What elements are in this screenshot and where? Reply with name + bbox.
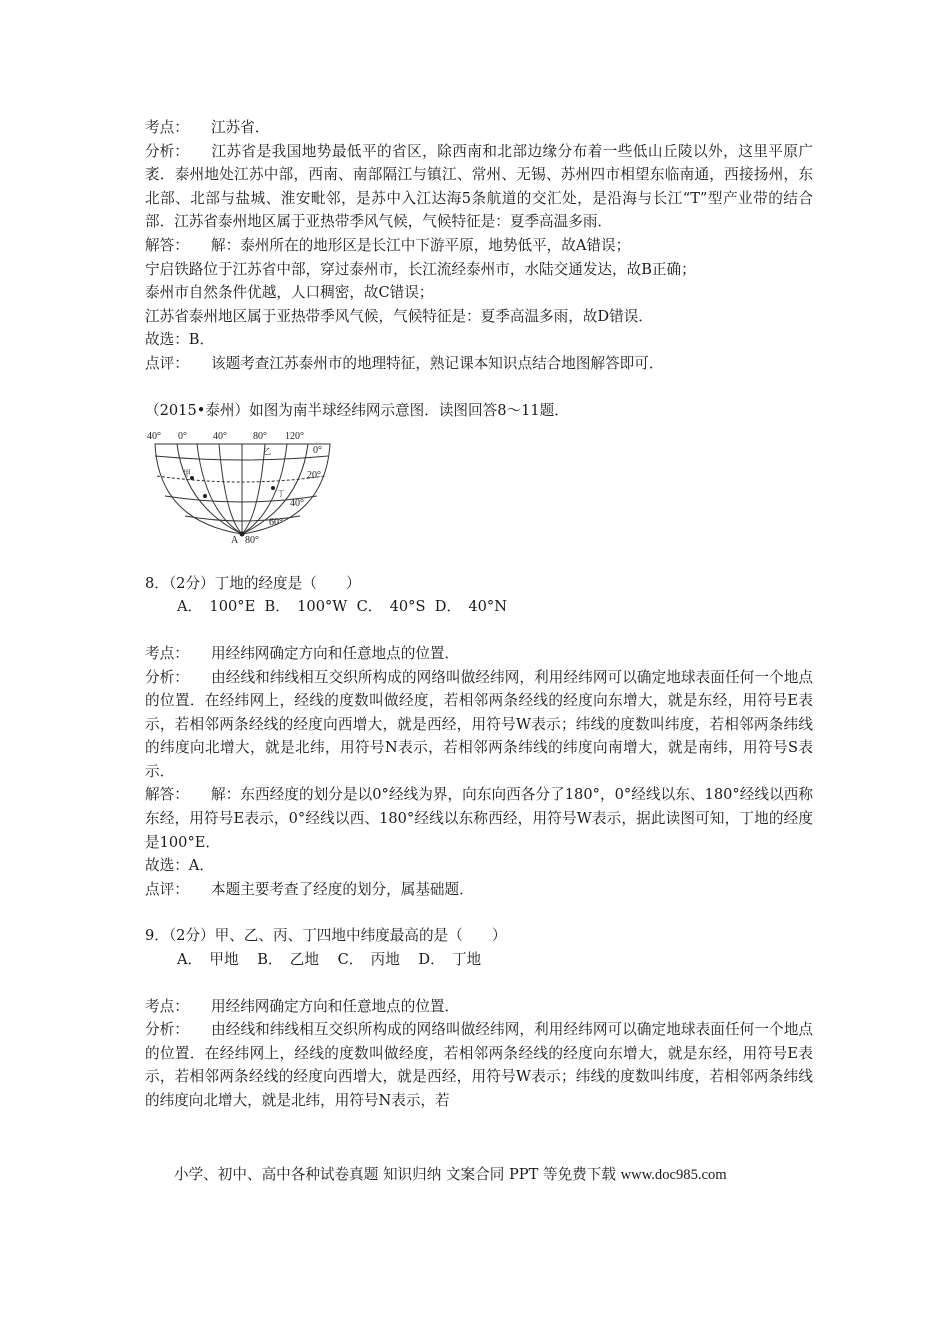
option-b: B． 乙地 <box>257 951 319 969</box>
footer-url[interactable]: www.doc985.com <box>620 1167 727 1183</box>
kaodian-row <box>145 642 813 666</box>
document-body <box>145 116 813 1113</box>
fenxi-row <box>145 140 813 234</box>
fenxi-label: 分析： <box>145 668 189 686</box>
fenxi-label: 分析： <box>145 142 189 160</box>
jieda-row <box>145 234 813 258</box>
jieda-line: 宁启铁路位于江苏省中部，穿过泰州市，长江流经泰州市，水陆交通发达，故B正确； <box>145 260 696 278</box>
option-b: B． 100°W <box>264 598 348 616</box>
dianping-label: 点评： <box>145 354 189 372</box>
longitude-label: 0° <box>178 431 187 443</box>
point-label: A <box>231 535 239 545</box>
latitude-label: 80° <box>245 535 259 545</box>
jieda-label: 解答： <box>145 236 189 254</box>
latitude-label: 0° <box>313 445 322 457</box>
point-label: 甲 <box>183 469 191 479</box>
question-group-intro: （2015•泰州）如图为南半球经纬网示意图．读图回答8～11题． <box>145 401 569 419</box>
jieda-row <box>145 783 813 854</box>
jieda-line: 江苏省泰州地区属于亚热带季风气候，气候特征是：夏季高温多雨，故D错误． <box>145 307 653 325</box>
kaodian-text: 用经纬网确定方向和任意地点的位置． <box>211 644 460 662</box>
latitude-label: 40° <box>290 498 304 510</box>
option-d: D． 40°N <box>434 598 507 616</box>
latitude-label: 60° <box>269 517 283 529</box>
option-d: D． 丁地 <box>418 951 482 969</box>
pole-point <box>240 532 245 537</box>
jieda-line: 解：泰州所在的地形区是长江中下游平原，地势低平，故A错误； <box>211 236 631 254</box>
fenxi-text: 由经线和纬线相互交织所构成的网络叫做经纬网，利用经纬网可以确定地球表面任何一个地点的位置．在经纬网上，经线的度数叫做经度，若相邻两条经线的经度向东增大，就是东经，用符号E表示，若相邻两条经线的经度向西增大，就是西经，用符号W表示；纬线的度数叫纬度，若相邻两条纬线的纬度向北增大，就是北纬，用符号N表示，若相邻两条纬线的纬度向南增大，就是南纬，用符号S表示． <box>145 668 813 780</box>
footer-text: 小学、初中、高中各种试卷真题 知识归纳 文案合同 PPT 等免费下载 <box>174 1166 616 1183</box>
fenxi-row <box>145 1018 813 1112</box>
dianping-label: 点评： <box>145 880 189 898</box>
location-point-jia <box>203 494 207 498</box>
dianping-row <box>145 352 813 376</box>
latitude-label: 20° <box>307 470 321 482</box>
fenxi-row <box>145 666 813 784</box>
question-8-options <box>145 595 813 619</box>
question-9-stem: 9．（2分）甲、乙、丙、丁四地中纬度最高的是（ ） <box>145 927 507 945</box>
location-point-ding <box>271 486 275 490</box>
dianping-row <box>145 878 813 902</box>
option-c: C． 40°S <box>356 598 426 616</box>
longitude-label: 120° <box>285 431 304 443</box>
fenxi-label: 分析： <box>145 1021 189 1039</box>
question-8-stem: 8．（2分）丁地的经度是（ ） <box>145 574 361 592</box>
point-label: 乙 <box>263 447 271 457</box>
dianping-text: 该题考查江苏泰州市的地理特征，熟记课本知识点结合地图解答即可． <box>211 354 664 372</box>
question-9-options <box>145 948 813 972</box>
answer-line: 故选：A． <box>145 857 214 875</box>
kaodian-label: 考点： <box>145 644 189 662</box>
graticule-map-figure <box>145 426 335 544</box>
kaodian-row <box>145 995 813 1019</box>
answer-line: 故选：B． <box>145 331 215 349</box>
jieda-label: 解答： <box>145 786 189 804</box>
option-c: C． 丙地 <box>337 951 400 969</box>
page-footer <box>174 1163 727 1184</box>
longitude-label: 40° <box>147 431 161 443</box>
kaodian-text: 用经纬网确定方向和任意地点的位置． <box>211 997 460 1015</box>
jieda-text: 解：东西经度的划分是以0°经线为界，向东向西各分了180°，0°经线以东、180°经线以西称东经，用符号E表示，0°经线以西、180°经线以东称西经，用符号W表示，据此读图可知，丁地的经度是100°E． <box>145 786 813 851</box>
kaodian-label: 考点： <box>145 997 189 1015</box>
kaodian-label: 考点： <box>145 119 189 136</box>
longitude-label: 40° <box>213 431 227 443</box>
dianping-text: 本题主要考查了经度的划分，属基础题． <box>211 880 474 898</box>
fenxi-text: 江苏省是我国地势最低平的省区，除西南和北部边缘分布着一些低山丘陵以外，这里平原广袤．泰州地处江苏中部，西南、南部隔江与镇江、常州、无锡、苏州四市相望东临南通，西接扬州，东北部、北部与盐城、淮安毗邻，是苏中入江达海5条航道的交汇处，是沿海与长江“T”型产业带的结合部．江苏省泰州地区属于亚热带季风气候，气候特征是：夏季高温多雨． <box>145 142 813 231</box>
fenxi-text: 由经线和纬线相互交织所构成的网络叫做经纬网，利用经纬网可以确定地球表面任何一个地点的位置．在经纬网上，经线的度数叫做经度，若相邻两条经线的经度向东增大，就是东经，用符号E表示，若相邻两条经线的经度向西增大，就是西经，用符号W表示；纬线的度数叫纬度，若相邻两条纬线的纬度向北增大，就是北纬，用符号N表示，若 <box>145 1021 813 1109</box>
option-a: A． 100°E <box>177 598 256 616</box>
option-a: A． 甲地 <box>177 951 239 969</box>
kaodian-text: 江苏省． <box>211 119 270 136</box>
kaodian-row <box>145 116 813 140</box>
longitude-label: 80° <box>253 431 267 443</box>
jieda-line: 泰州市自然条件优越，人口稠密，故C错误； <box>145 284 434 302</box>
point-label: 丁 <box>277 489 285 499</box>
